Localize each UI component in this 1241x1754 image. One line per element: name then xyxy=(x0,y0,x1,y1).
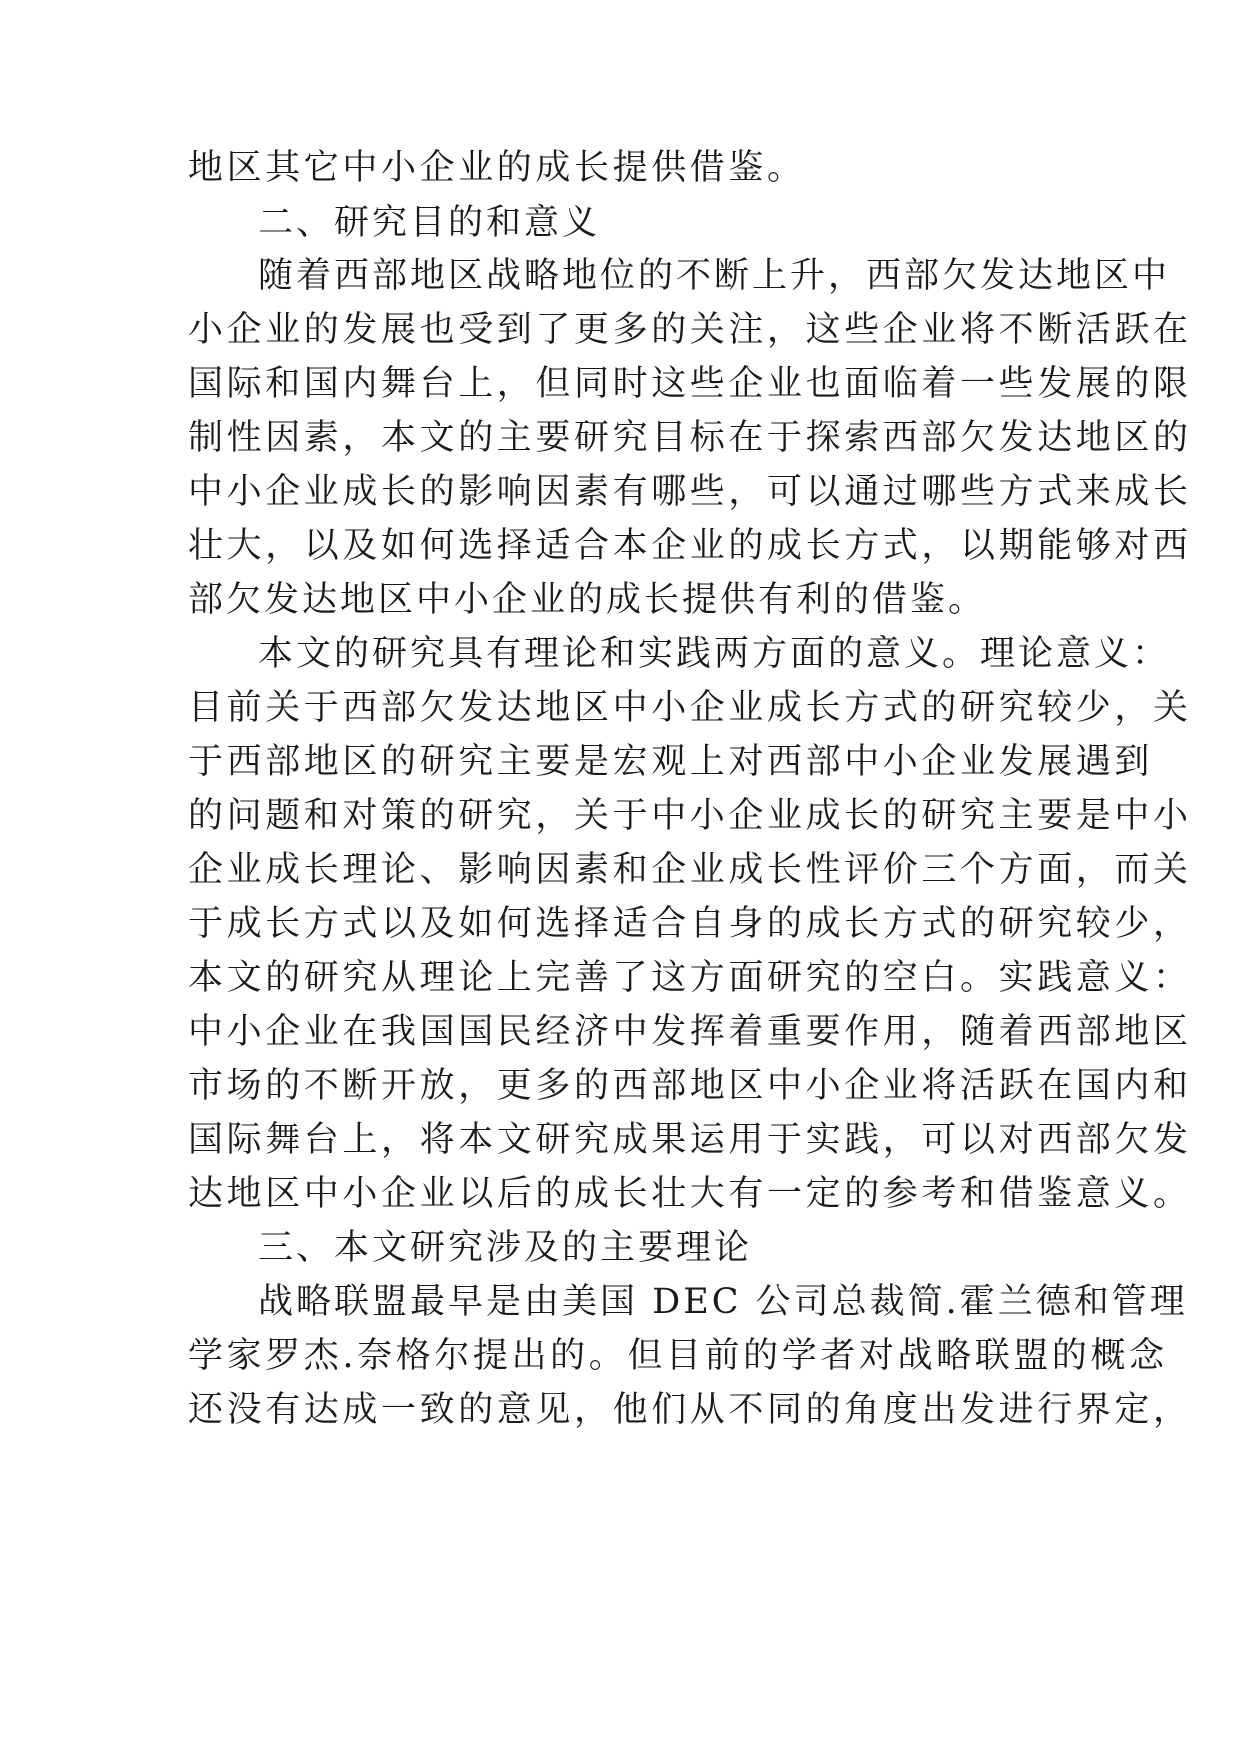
body-text-line: 制性因素，本文的主要研究目标在于探索西部欠发达地区的 xyxy=(188,418,1192,458)
body-text-line: 中小企业成长的影响因素有哪些，可以通过哪些方式来成长 xyxy=(188,472,1192,512)
paragraph-first-line: 战略联盟最早是由美国 DEC 公司总裁简.霍兰德和管理 xyxy=(258,1282,1188,1322)
body-text-line: 市场的不断开放，更多的西部地区中小企业将活跃在国内和 xyxy=(188,1066,1192,1106)
paragraph-first-line: 本文的研究具有理论和实践两方面的意义。理论意义： xyxy=(258,634,1171,674)
body-text-line: 本文的研究从理论上完善了这方面研究的空白。实践意义： xyxy=(188,958,1192,998)
paragraph-first-line: 随着西部地区战略地位的不断上升，西部欠发达地区中 xyxy=(258,256,1171,296)
body-text-line: 壮大，以及如何选择适合本企业的成长方式，以期能够对西 xyxy=(188,526,1192,566)
section-heading: 三、本文研究涉及的主要理论 xyxy=(258,1228,753,1268)
body-text-line: 国际和国内舞台上，但同时这些企业也面临着一些发展的限 xyxy=(188,364,1192,404)
body-text-line: 地区其它中小企业的成长提供借鉴。 xyxy=(188,148,806,188)
body-text-line: 中小企业在我国国民经济中发挥着重要作用，随着西部地区 xyxy=(188,1012,1192,1052)
body-text-line: 小企业的发展也受到了更多的关注，这些企业将不断活跃在 xyxy=(188,310,1192,350)
body-text-line: 的问题和对策的研究，关于中小企业成长的研究主要是中小 xyxy=(188,796,1192,836)
body-text-line: 于成长方式以及如何选择适合自身的成长方式的研究较少， xyxy=(188,904,1192,944)
body-text-line: 企业成长理论、影响因素和企业成长性评价三个方面，而关 xyxy=(188,850,1192,890)
body-text-line: 达地区中小企业以后的成长壮大有一定的参考和借鉴意义。 xyxy=(188,1174,1192,1214)
body-text-line: 部欠发达地区中小企业的成长提供有利的借鉴。 xyxy=(188,580,987,620)
section-heading: 二、研究目的和意义 xyxy=(258,203,601,243)
body-text-line: 国际舞台上，将本文研究成果运用于实践，可以对西部欠发 xyxy=(188,1120,1192,1160)
body-text-line: 学家罗杰.奈格尔提出的。但目前的学者对战略联盟的概念 xyxy=(188,1336,1168,1376)
body-text-line: 还没有达成一致的意见，他们从不同的角度出发进行界定， xyxy=(188,1390,1192,1430)
body-text-line: 于西部地区的研究主要是宏观上对西部中小企业发展遇到 xyxy=(188,742,1154,782)
body-text-line: 目前关于西部欠发达地区中小企业成长方式的研究较少，关 xyxy=(188,688,1192,728)
